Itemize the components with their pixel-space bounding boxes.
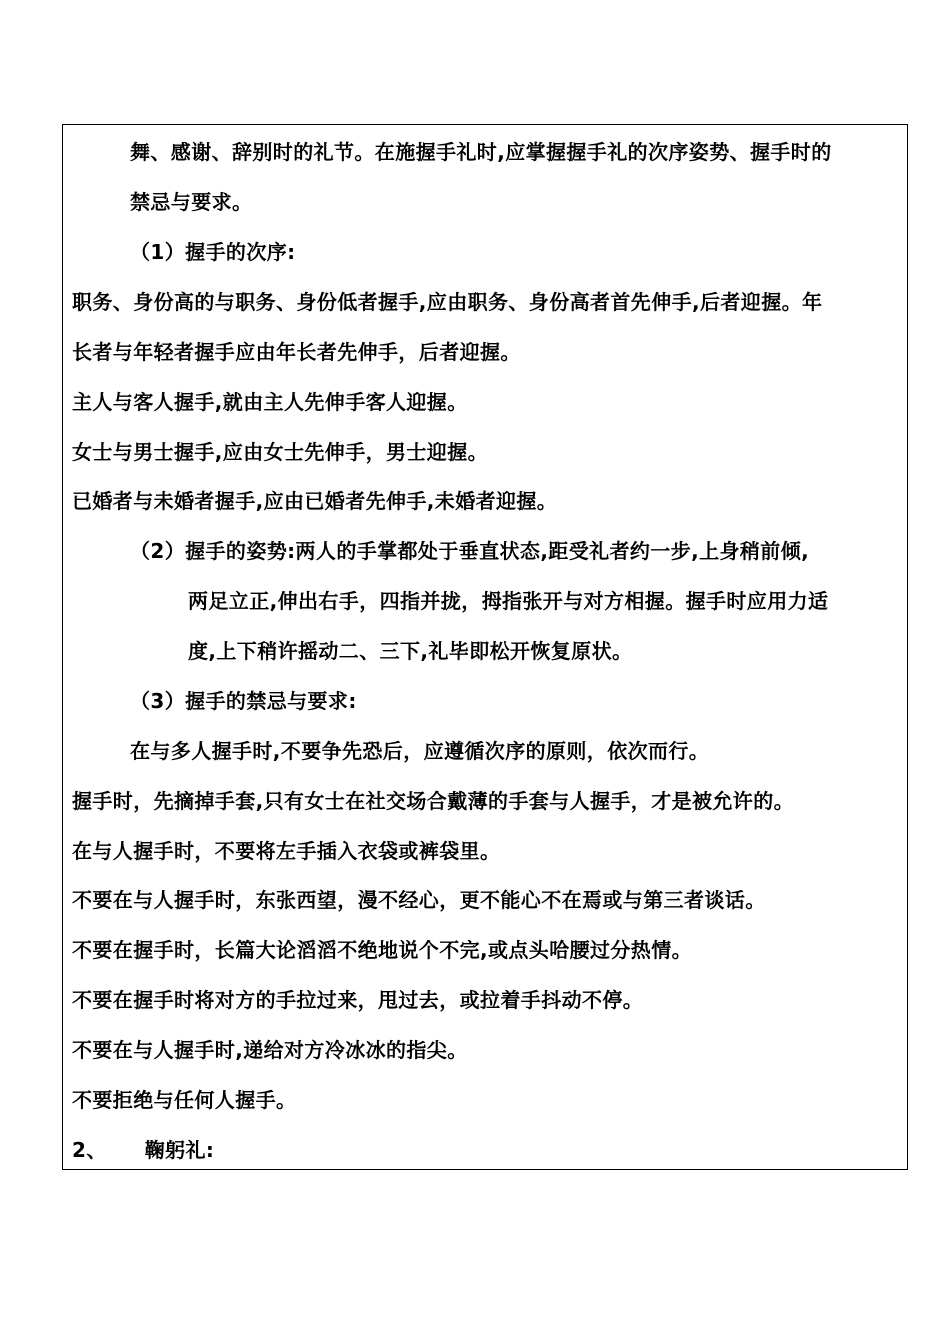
- section-number: 2、: [72, 1138, 107, 1162]
- subheading-handshake-taboos: （3）握手的禁忌与要求:: [130, 689, 357, 713]
- section-title: 鞠躬礼:: [144, 1138, 215, 1162]
- paragraph-line: 舞、感谢、辞别时的礼节。在施握手礼时,应掌握握手礼的次序姿势、握手时的: [130, 140, 832, 164]
- paragraph-line: 握手时，先摘掉手套,只有女士在社交场合戴薄的手套与人握手，才是被允许的。: [72, 789, 794, 813]
- paragraph-line: 长者与年轻者握手应由年长者先伸手，后者迎握。: [72, 340, 521, 364]
- paragraph-line: 禁忌与要求。: [130, 190, 253, 214]
- paragraph-line: 职务、身份高的与职务、身份低者握手,应由职务、身份高者首先伸手,后者迎握。年: [72, 290, 823, 314]
- subheading-handshake-order: （1）握手的次序:: [130, 240, 296, 264]
- paragraph-line: 在与多人握手时,不要争先恐后，应遵循次序的原则，依次而行。: [130, 739, 710, 763]
- subheading-handshake-posture: （2）握手的姿势:两人的手掌都处于垂直状态,距受礼者约一步,上身稍前倾,: [130, 539, 810, 563]
- paragraph-line: 不要拒绝与任何人握手。: [72, 1088, 297, 1112]
- paragraph-line: 主人与客人握手,就由主人先伸手客人迎握。: [72, 390, 468, 414]
- paragraph-line: 不要在与人握手时，东张西望，漫不经心，更不能心不在焉或与第三者谈话。: [72, 888, 766, 912]
- paragraph-line: 已婚者与未婚者握手,应由已婚者先伸手,未婚者迎握。: [72, 489, 558, 513]
- paragraph-line: 不要在与人握手时,递给对方冷冰冰的指尖。: [72, 1038, 468, 1062]
- paragraph-line: 女士与男士握手,应由女士先伸手，男士迎握。: [72, 440, 488, 464]
- paragraph-line: 在与人握手时，不要将左手插入衣袋或裤袋里。: [72, 839, 501, 863]
- paragraph-line: 两足立正,伸出右手，四指并拢，拇指张开与对方相握。握手时应用力适: [188, 589, 829, 613]
- section-heading: [72, 1136, 214, 1164]
- paragraph-line: 不要在握手时，长篇大论滔滔不绝地说个不完,或点头哈腰过分热情。: [72, 938, 692, 962]
- paragraph-line: 度,上下稍许摇动二、三下,礼毕即松开恢复原状。: [188, 639, 633, 663]
- paragraph-line: 不要在握手时将对方的手拉过来，甩过去，或拉着手抖动不停。: [72, 988, 644, 1012]
